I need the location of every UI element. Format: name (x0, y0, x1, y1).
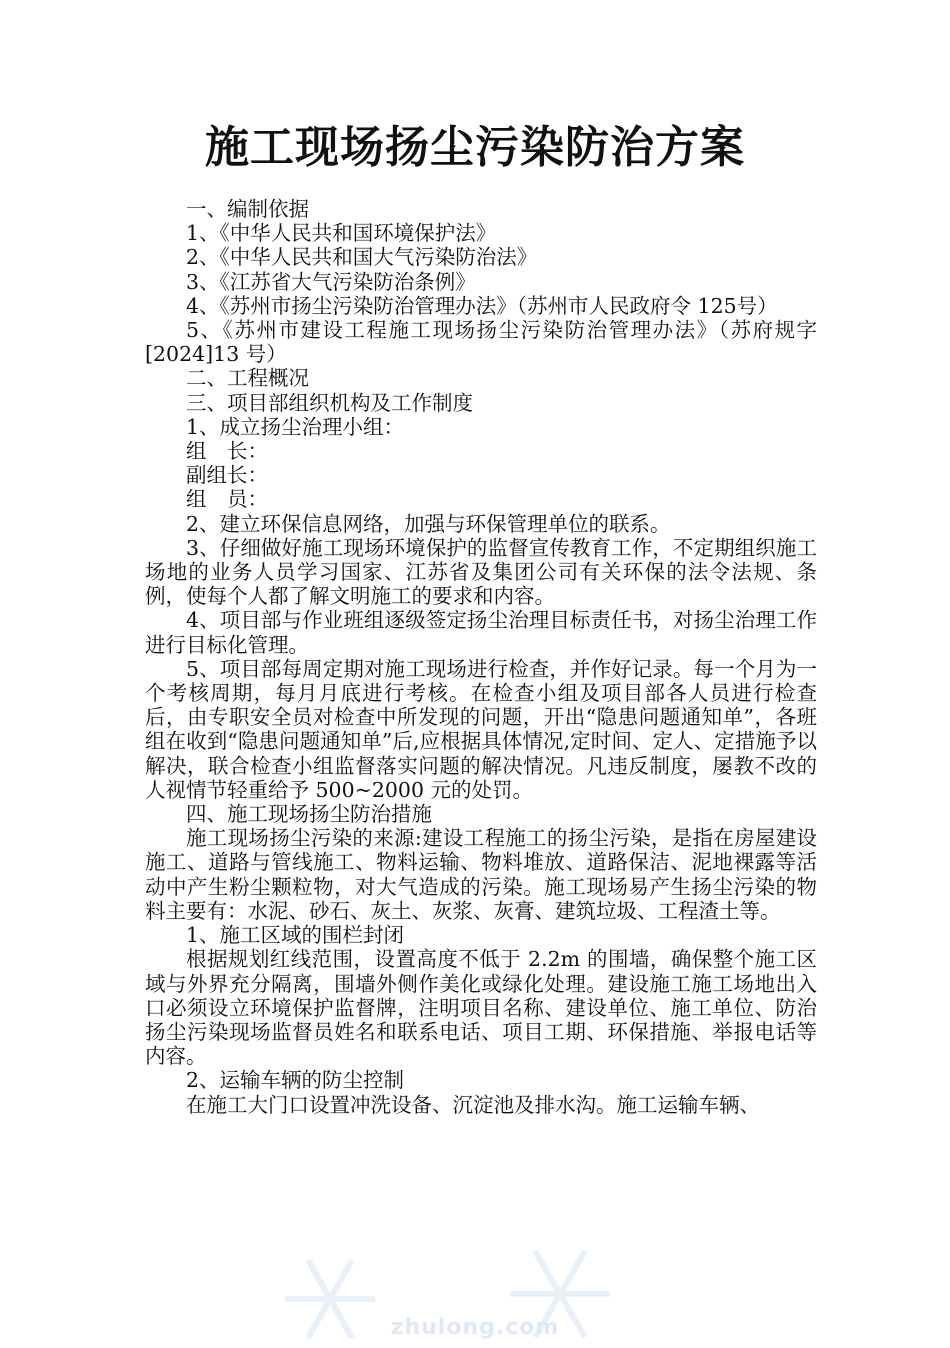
paragraph: 4、《苏州市扬尘污染防治管理办法》（苏州市人民政府令 125号） (186, 293, 778, 318)
paragraph: 2、《中华人民共和国大气污染防治法》 (186, 245, 538, 270)
paragraph: 4、项目部与作业班组逐级签定扬尘治理目标责任书，对扬尘治理工作进行目标化管理。 (145, 608, 817, 657)
document-body (145, 197, 817, 1117)
paragraph: 3、《江苏省大气污染防治条例》 (186, 269, 476, 294)
paragraph: 1、施工区域的围栏封闭 (186, 923, 405, 948)
paragraph: 5、《苏州市建设工程施工现场扬尘污染防治管理办法》（苏府规字[2024]13 号） (145, 318, 817, 367)
paragraph: 在施工大门口设置冲洗设备、沉淀池及排水沟。施工运输车辆、 (186, 1092, 760, 1117)
paragraph: 2、运输车辆的防尘控制 (186, 1068, 405, 1093)
snowflake-watermark-icon (0, 1204, 950, 1344)
paragraph: 组 员： (186, 487, 268, 512)
paragraph: 一、编制依据 (186, 197, 309, 221)
watermark-text: zhulong.com (390, 1315, 560, 1340)
paragraph: 组 长： (186, 439, 268, 464)
paragraph: 1、成立扬尘治理小组： (186, 414, 405, 439)
paragraph: 5、项目部每周定期对施工现场进行检查，并作好记录。每一个月为一个考核周期，每月月底进行考核。在检查小组及项目部各人员进行检查后，由专职安全员对检查中所发现的问题，开出“隐患问题通知单”，各班组在收到“隐患问题通知单”后,应根据具体情况,定时间、定人、定措施予以解决，联合检查小组监督落实问题的解决情况。凡违反制度，屡教不改的人视情节轻重给予 500~2000 元的处罚。 (145, 656, 817, 802)
paragraph: 根据规划红线范围，设置高度不低于 2.2m 的围墙，确保整个施工区域与外界充分隔离，围墙外侧作美化或绿化处理。建设施工施工场地出入口必须设立环境保护监督牌，注明项目名称、建设单位、施工单位、防治扬尘污染现场监督员姓名和联系电话、项目工期、环保措施、举报电话等内容。 (145, 947, 817, 1069)
paragraph: 施工现场扬尘污染的来源:建设工程施工的扬尘污染，是指在房屋建设施工、道路与管线施工、物料运输、物料堆放、道路保洁、泥地裸露等活动中产生粉尘颗粒物，对大气造成的污染。施工现场易产生扬尘污染的物料主要有：水泥、砂石、灰土、灰浆、灰膏、建筑垃圾、工程渣土等。 (145, 826, 817, 923)
document-title: 施工现场扬尘污染防治方案 (205, 122, 745, 173)
paragraph: 四、施工现场扬尘防治措施 (186, 802, 432, 827)
paragraph: 3、仔细做好施工现场环境保护的监督宣传教育工作，不定期组织施工场地的业务人员学习国家、江苏省及集团公司有关环保的法令法规、条例，使每个人都了解文明施工的要求和内容。 (145, 535, 817, 609)
paragraph: 二、工程概况 (186, 366, 309, 391)
paragraph: 2、建立环保信息网络，加强与环保管理单位的联系。 (186, 511, 671, 536)
paragraph: 1、《中华人民共和国环境保护法》 (186, 221, 497, 246)
paragraph: 副组长： (186, 463, 268, 488)
watermark (0, 1204, 950, 1344)
paragraph: 三、项目部组织机构及工作制度 (186, 390, 473, 415)
